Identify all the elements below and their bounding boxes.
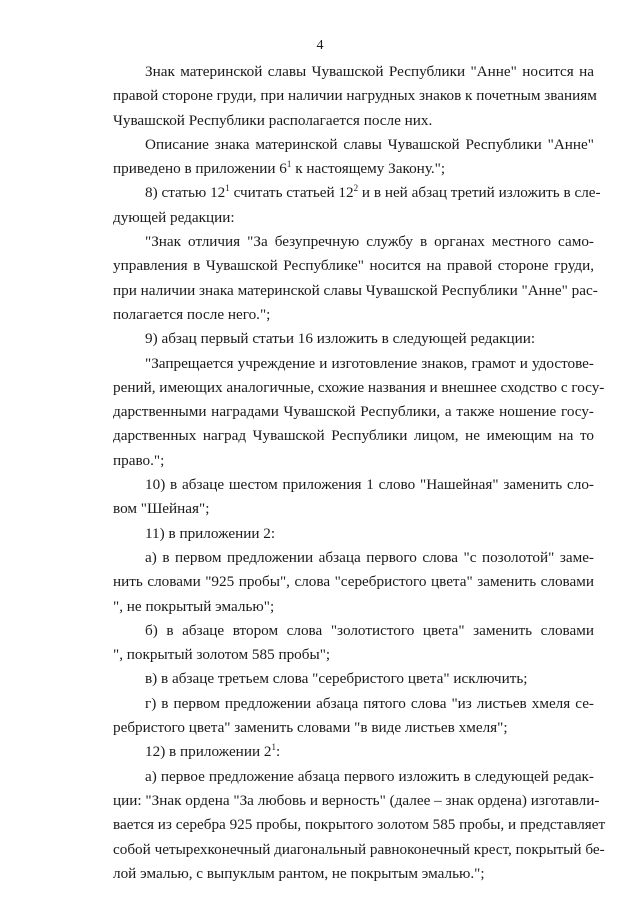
superscript: 1 <box>286 159 292 170</box>
paragraph <box>113 352 605 473</box>
paragraph <box>113 522 594 546</box>
text-segment: приведено в приложении 6 <box>113 160 287 178</box>
text-segment: к настоящему Закону."; <box>291 160 446 178</box>
text-segment: считать статьей 12 <box>229 184 354 202</box>
text-line: правой стороне груди, при наличии нагрудных знаков к почетным званиям <box>113 87 597 105</box>
superscript: 2 <box>353 183 359 194</box>
text-line: лой эмалью, с выпуклым рантом, не покрытым эмалью."; <box>113 864 485 882</box>
text-line: б) в абзаце втором слова "золотистого цвета" заменить словами <box>145 621 594 639</box>
text-segment: : <box>275 743 281 761</box>
paragraph <box>113 765 606 886</box>
paragraph <box>113 667 594 691</box>
paragraph <box>113 619 594 668</box>
text-line: вом "Шейная"; <box>113 500 210 518</box>
text-line: в) в абзаце третьем слова "серебристого цвета" исключить; <box>145 670 528 688</box>
paragraph <box>113 740 594 764</box>
text-line: Знак материнской славы Чувашской Республики "Анне" носится на <box>145 63 594 80</box>
text-line: собой четырехконечный диагональный равноконечный крест, покрытый бе- <box>113 840 605 858</box>
text-line <box>113 157 594 181</box>
text-line: дарственных наград Чувашской Республики лицом, не имеющим на то <box>113 427 594 445</box>
superscript: 1 <box>271 742 276 753</box>
text-line: 11) в приложении 2: <box>145 524 276 542</box>
paragraph <box>113 473 594 522</box>
text-line: Чувашской Республики располагается после них. <box>113 111 433 129</box>
text-segment: 12) в приложении 2 <box>145 743 272 761</box>
text-line: ", покрытый золотом 585 пробы"; <box>113 646 331 664</box>
text-line: дарственными наградами Чувашской Республики, а также ношение госу- <box>113 403 594 421</box>
text-line: а) первое предложение абзаца первого изложить в следующей редак- <box>145 767 594 785</box>
text-line: Описание знака материнской славы Чувашской Республики "Анне" <box>145 135 594 153</box>
text-line: вается из серебра 925 пробы, покрытого золотом 585 пробы, и представляет <box>113 816 606 834</box>
paragraph <box>113 230 598 327</box>
text-line: дующей редакции: <box>113 208 235 226</box>
text-line: "Запрещается учреждение и изготовление знаков, грамот и удостове- <box>145 354 594 372</box>
text-line: "Знак отличия "За безупречную службу в органах местного само- <box>145 233 594 251</box>
paragraph <box>113 546 594 619</box>
paragraph <box>113 133 594 182</box>
paragraph <box>113 60 597 133</box>
text-line: рений, имеющих аналогичные, схожие названия и внешнее сходство с госу- <box>113 378 605 396</box>
text-line: ции: "Знак ордена "За любовь и верность" (далее – знак ордена) изготавли- <box>113 791 600 809</box>
text-line: а) в первом предложении абзаца первого слова "с позолотой" заме- <box>145 548 594 566</box>
text-line: ", не покрытый эмалью"; <box>113 597 275 615</box>
text-line: 10) в абзаце шестом приложения 1 слово "Нашейная" заменить сло- <box>145 476 594 494</box>
text-line: ребристого цвета" заменить словами "в виде листьев хмеля"; <box>113 719 508 737</box>
text-line: 9) абзац первый статьи 16 изложить в следующей редакции: <box>145 330 536 348</box>
text-segment: и в ней абзац третий изложить в сле- <box>358 184 601 202</box>
paragraph <box>113 692 594 741</box>
paragraph <box>113 181 601 230</box>
document-body <box>113 60 606 886</box>
text-line: управления в Чувашской Республике" носится на правой стороне груди, <box>113 257 594 275</box>
superscript: 1 <box>225 183 230 194</box>
text-line <box>113 181 601 205</box>
text-line: при наличии знака материнской славы Чувашской Республики "Анне" рас- <box>113 281 598 299</box>
paragraph <box>113 327 594 351</box>
text-line: нить словами "925 пробы", слова "серебристого цвета" заменить словами <box>113 573 594 591</box>
text-line: г) в первом предложении абзаца пятого слова "из листьев хмеля се- <box>145 694 594 712</box>
text-line: полагается после него."; <box>113 305 271 323</box>
text-line <box>113 740 594 764</box>
page-number: 4 <box>316 38 324 53</box>
text-segment: 8) статью 12 <box>145 184 226 202</box>
text-line: право."; <box>113 451 165 469</box>
